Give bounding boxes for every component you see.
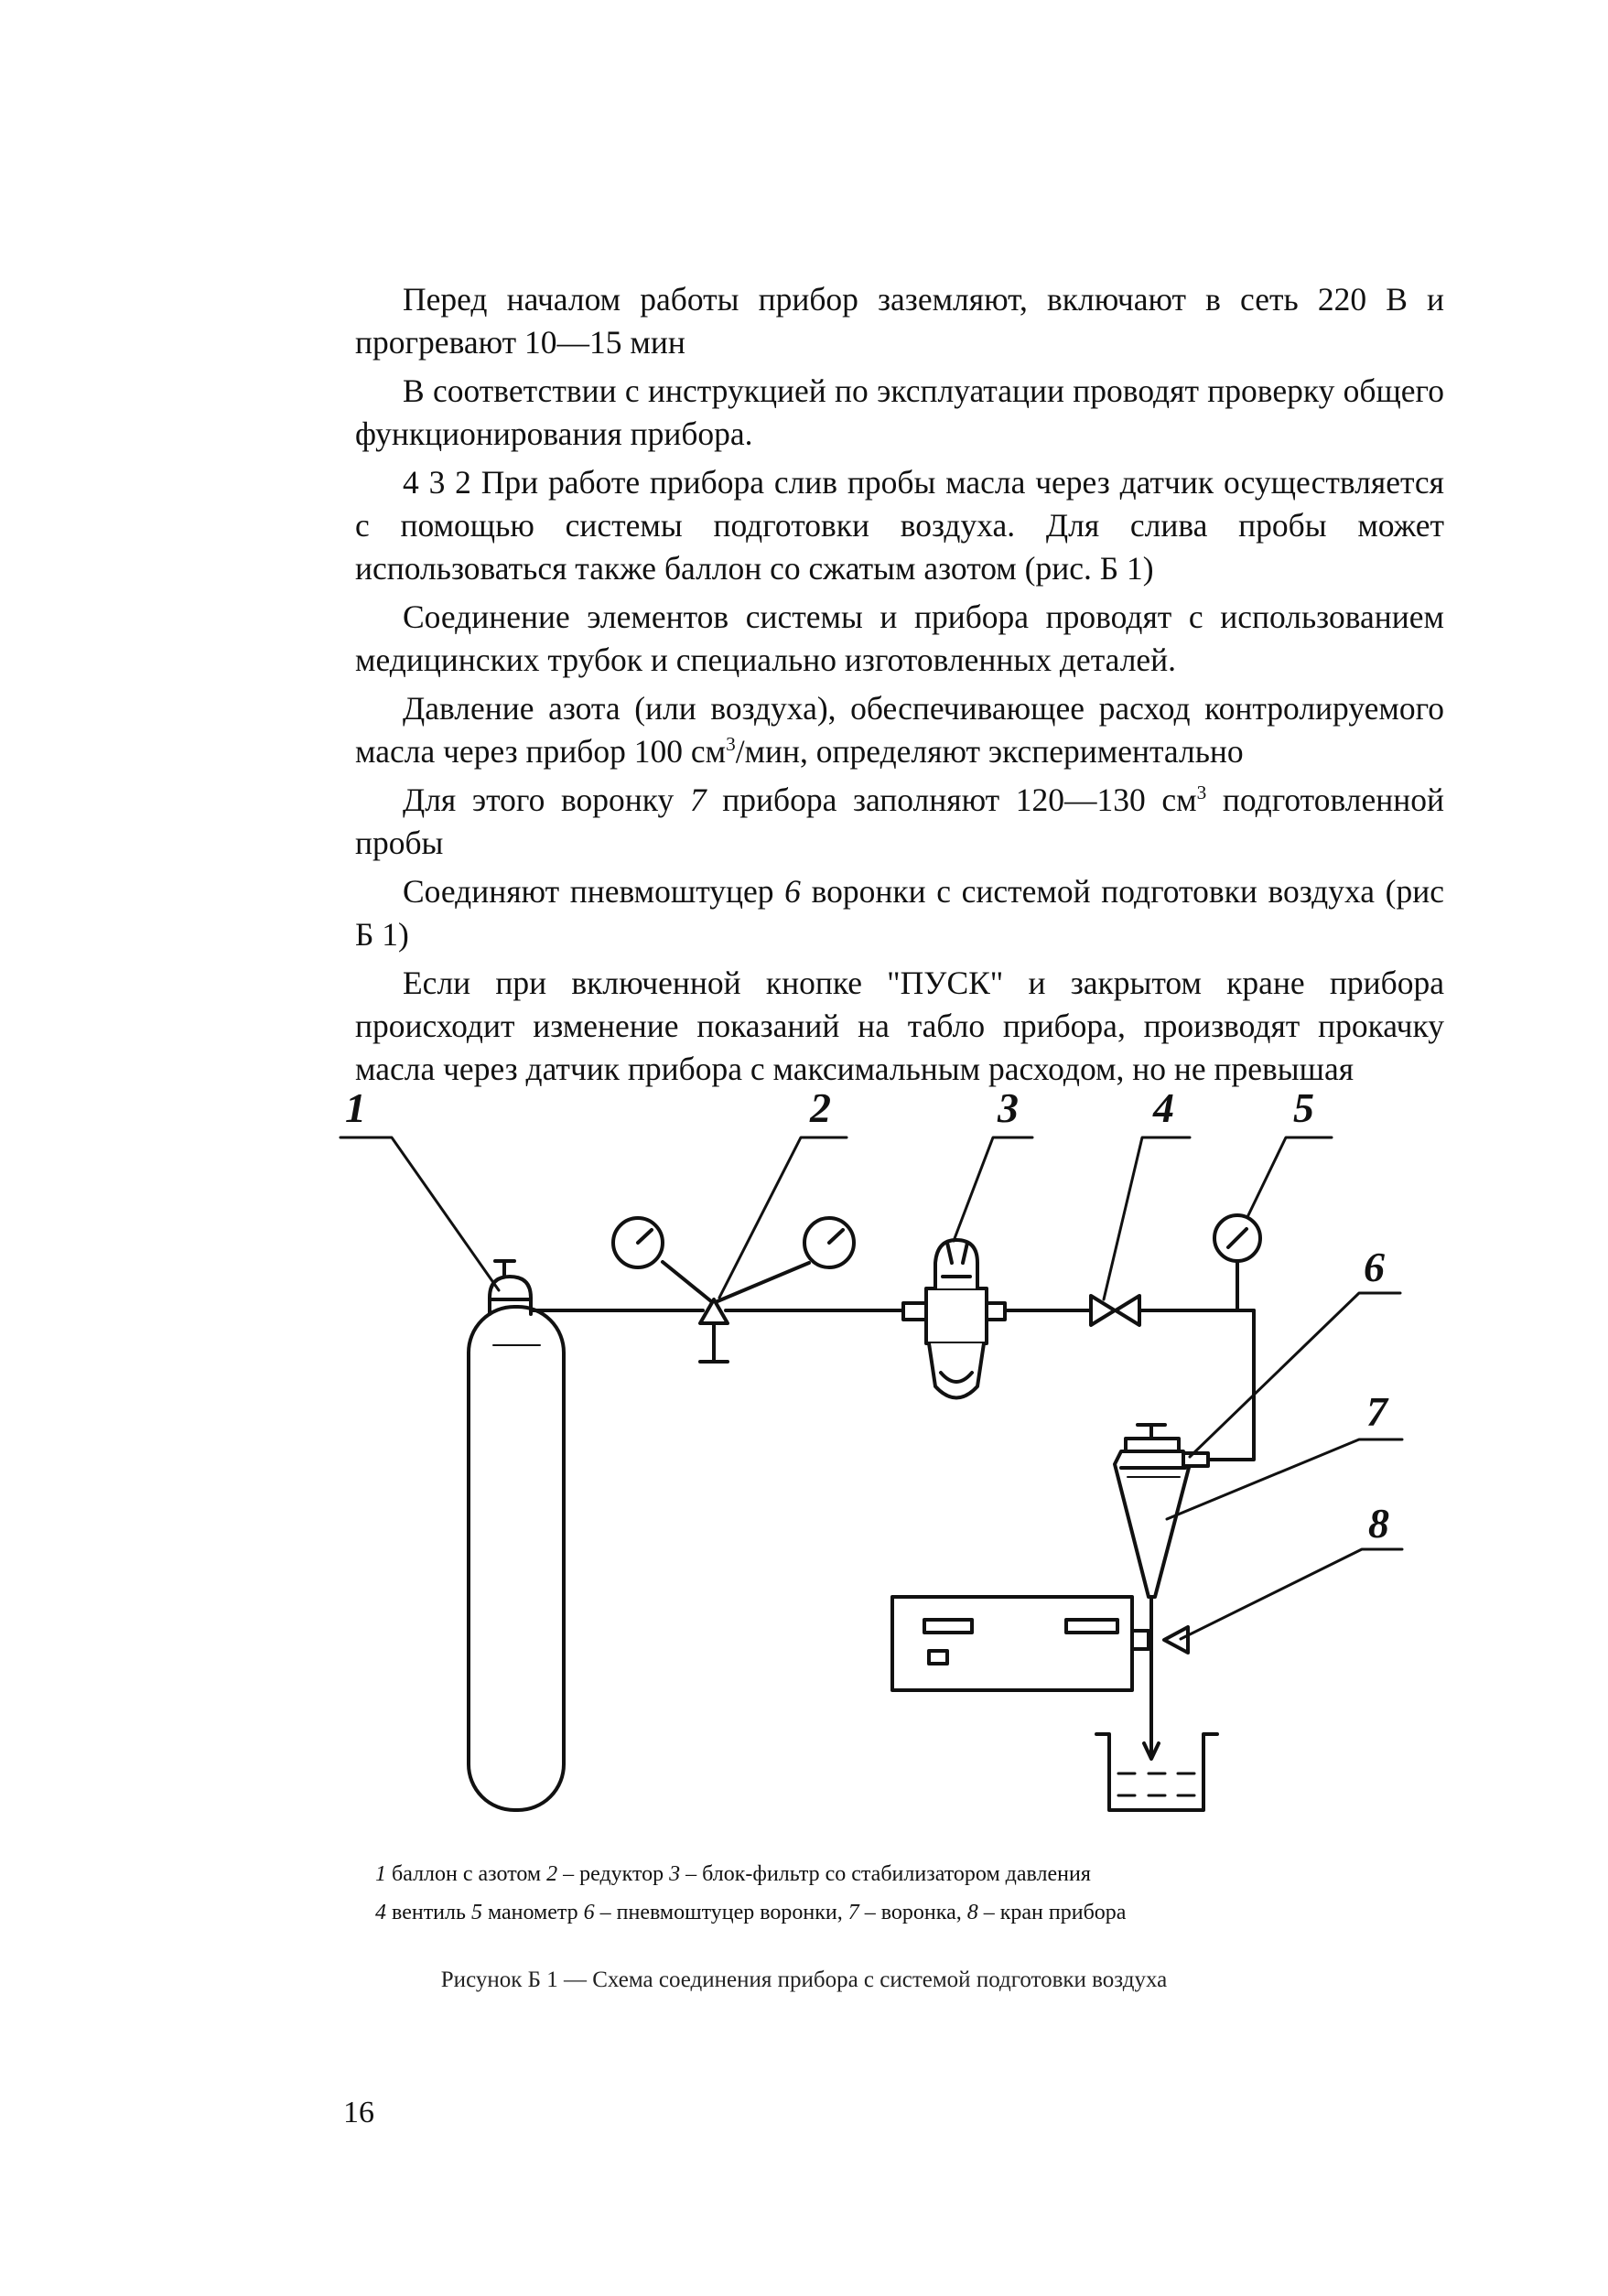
callout-3: 3 (998, 1084, 1019, 1131)
paragraph-5: Давление азота (или воздуха), обеспечивающее расход контролируемого масла через прибор 100 $см^3$/мин, определяют экспериментально (355, 690, 1444, 770)
callout-6: 6 (1364, 1244, 1385, 1290)
manometer (1214, 1215, 1260, 1310)
instrument (892, 1597, 1149, 1690)
callout-2: 2 (810, 1084, 831, 1131)
nitrogen-cylinder (469, 1261, 564, 1810)
paragraph-6: Для этого воронку 7 прибора заполняют 120—130 $см^3$ подготовленной пробы (355, 782, 1444, 861)
valve (1091, 1296, 1139, 1325)
paragraph-7: Соединяют пневмоштуцер 6 воронки с системой подготовки воздуха (рис Б 1) (355, 873, 1444, 953)
legend-line-1: 1 баллон с азотом 2 – редуктор 3 – блок-фильтр со стабилизатором давления (375, 1862, 1091, 1886)
figure-title: Рисунок Б 1 — Схема соединения прибора с системой подготовки воздуха (440, 1967, 1168, 1992)
tap (1164, 1627, 1188, 1653)
legend-line-2: 4 вентиль 5 манометр 6 – пневмоштуцер воронки, 7 – воронка, 8 – кран прибора (375, 1901, 1127, 1924)
callout-7: 7 (1366, 1388, 1387, 1435)
callout-5: 5 (1293, 1084, 1314, 1131)
paragraph-4: Соединение элементов системы и прибора проводят с использованием медицинских трубок и специально изготовленных деталей. (355, 598, 1444, 678)
paragraph-3: 4 3 2 При работе прибора слив пробы масла через датчик осуществляется с помощью системы подготовки воздуха. Для слива пробы может использоваться также баллон со сжатым азотом (рис. Б 1) (355, 464, 1444, 587)
callout-4: 4 (1153, 1084, 1174, 1131)
callout-8: 8 (1368, 1500, 1389, 1547)
callout-1: 1 (345, 1084, 366, 1131)
filter-block (903, 1240, 1005, 1398)
page-number: 16 (343, 2096, 374, 2129)
diagram-callout-numbers (345, 1084, 1389, 1547)
leader-lines (340, 1137, 1402, 1639)
reducer (613, 1218, 854, 1362)
paragraph-1: Перед началом работы прибор заземляют, включают в сеть 220 В и прогревают 10—15 мин (355, 281, 1444, 361)
paragraph-8: Если при включенной кнопке "ПУСК" и закрытом кране прибора происходит изменение показаний на табло прибора, производят прокачку масла через датчик прибора с максимальным расходом, но не превышая (355, 965, 1444, 1087)
paragraph-2: В соответствии с инструкцией по эксплуатации проводят проверку общего функционирования прибора. (355, 372, 1444, 452)
funnel (1115, 1425, 1208, 1757)
